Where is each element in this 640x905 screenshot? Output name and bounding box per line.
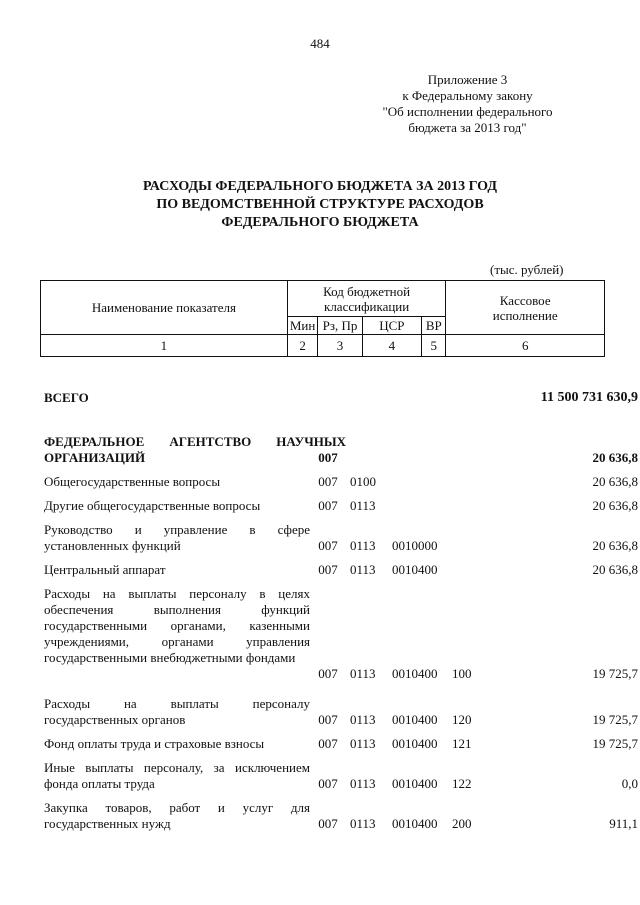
row-vr: 200 — [452, 816, 472, 831]
row-rz: 0113 — [350, 666, 376, 681]
row-min: 007 — [318, 538, 338, 553]
document-title — [60, 178, 580, 232]
row-min: 007 — [318, 562, 338, 577]
title-line: ПО ВЕДОМСТВЕННОЙ СТРУКТУРЕ РАСХОДОВ — [156, 197, 484, 212]
header-col-num: 6 — [446, 335, 605, 357]
table-row — [40, 760, 638, 792]
header-col-num: 1 — [41, 335, 288, 357]
row-name: Иные выплаты персоналу, за исключением фонда оплаты труда — [44, 760, 310, 791]
row-name: Расходы на выплаты персоналу государственных органов — [44, 696, 310, 727]
header-col-num: 5 — [422, 335, 446, 357]
table-row — [40, 434, 638, 466]
header-name: Наименование показателя — [41, 281, 288, 335]
row-csr: 0010400 — [392, 562, 438, 577]
appendix-line: к Федеральному закону — [402, 88, 533, 103]
row-vr: 122 — [452, 776, 472, 791]
row-rz: 0113 — [350, 712, 376, 727]
row-value: 19 725,7 — [592, 666, 638, 681]
row-name: Общегосударственные вопросы — [44, 474, 221, 489]
appendix-line: Приложение 3 — [427, 72, 508, 87]
header-exec: Кассовое исполнение — [446, 281, 605, 335]
row-vr: 100 — [452, 666, 472, 681]
row-name: Закупка товаров, работ и услуг для государственных нужд — [44, 800, 310, 831]
row-min: 007 — [318, 712, 338, 727]
row-csr: 0010400 — [392, 776, 438, 791]
header-csr: ЦСР — [362, 317, 422, 335]
row-rz: 0113 — [350, 562, 376, 577]
row-name: Другие общегосударственные вопросы — [44, 498, 261, 513]
row-csr: 0010400 — [392, 712, 438, 727]
row-rz: 0113 — [350, 538, 376, 553]
row-value: 911,1 — [609, 816, 638, 831]
header-rz: Рз, Пр — [318, 317, 362, 335]
total-row — [40, 390, 638, 406]
table-row — [40, 800, 638, 832]
row-value: 20 636,8 — [592, 538, 638, 553]
page-number: 484 — [310, 36, 330, 51]
row-rz: 0113 — [350, 498, 376, 513]
row-min: 007 — [318, 776, 338, 791]
title-line: РАСХОДЫ ФЕДЕРАЛЬНОГО БЮДЖЕТА ЗА 2013 ГОД — [143, 179, 497, 194]
table-header — [40, 280, 605, 357]
row-name: Расходы на выплаты персоналу в целях обеспечения выполнения функций государственными органами, казенными учреждениями, органами управления государственными внебюджетными фондами — [44, 586, 310, 665]
total-label: ВСЕГО — [44, 390, 89, 405]
header-vr: ВР — [422, 317, 446, 335]
row-rz: 0113 — [350, 736, 376, 751]
row-value: 20 636,8 — [592, 498, 638, 513]
row-name: Фонд оплаты труда и страховые взносы — [44, 736, 265, 751]
row-min: 007 — [318, 498, 338, 513]
row-name: Центральный аппарат — [44, 562, 166, 577]
row-csr: 0010000 — [392, 538, 438, 553]
total-value: 11 500 731 630,9 — [540, 390, 638, 405]
appendix-note — [360, 72, 575, 136]
table-row — [40, 696, 638, 728]
row-min: 007 — [318, 736, 338, 751]
title-line: ФЕДЕРАЛЬНОГО БЮДЖЕТА — [221, 215, 419, 230]
appendix-line: бюджета за 2013 год" — [408, 120, 527, 135]
row-rz: 0113 — [350, 816, 376, 831]
header-col-num: 3 — [318, 335, 362, 357]
row-csr: 0010400 — [392, 736, 438, 751]
header-col-num: 2 — [287, 335, 318, 357]
row-min: 007 — [318, 450, 338, 465]
row-rz: 0100 — [350, 474, 376, 489]
row-name: ФЕДЕРАЛЬНОЕ АГЕНТСТВО НАУЧНЫХ ОРГАНИЗАЦИЙ — [44, 434, 346, 465]
row-value: 19 725,7 — [592, 712, 638, 727]
row-name: Руководство и управление в сфере установленных функций — [44, 522, 310, 553]
row-rz: 0113 — [350, 776, 376, 791]
row-value: 20 636,8 — [592, 474, 638, 489]
table-row — [40, 586, 638, 682]
appendix-line: "Об исполнении федерального — [382, 104, 553, 119]
row-vr: 120 — [452, 712, 472, 727]
row-vr: 121 — [452, 736, 472, 751]
row-csr: 0010400 — [392, 816, 438, 831]
row-min: 007 — [318, 666, 338, 681]
row-value: 0,0 — [621, 776, 638, 791]
table-row — [40, 498, 638, 514]
row-csr: 0010400 — [392, 666, 438, 681]
table-row — [40, 522, 638, 554]
row-value: 19 725,7 — [592, 736, 638, 751]
table-row — [40, 562, 638, 578]
table-row — [40, 474, 638, 490]
row-value: 20 636,8 — [592, 562, 638, 577]
header-min: Мин — [287, 317, 318, 335]
row-min: 007 — [318, 474, 338, 489]
row-value: 20 636,8 — [592, 450, 638, 465]
row-min: 007 — [318, 816, 338, 831]
header-col-num: 4 — [362, 335, 422, 357]
units-note: (тыс. рублей) — [490, 262, 564, 277]
table-row — [40, 736, 638, 752]
header-code-group: Код бюджетной классификации — [287, 281, 446, 317]
